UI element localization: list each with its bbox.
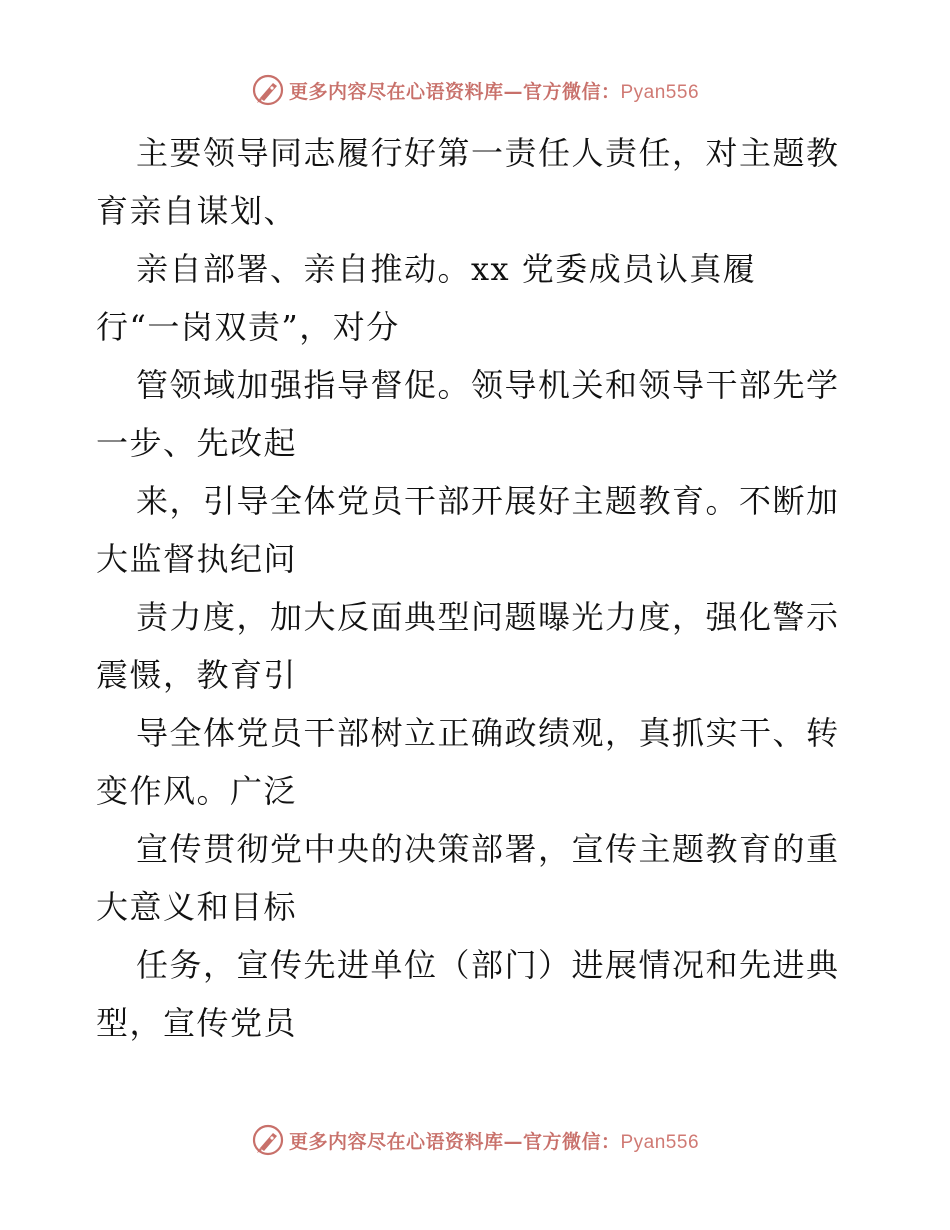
body-line: 责力度，加大反面典型问题曝光力度，强化警示 <box>136 598 840 636</box>
fountain-pen-logo-icon <box>251 73 285 107</box>
header-banner <box>0 70 950 110</box>
header-wechat-id: Pyan556 <box>620 81 700 103</box>
body-line: 主要领导同志履行好第一责任人责任，对主题教 <box>136 134 840 172</box>
body-line: 宣传贯彻党中央的决策部署，宣传主题教育的重 <box>136 830 840 868</box>
body-line: 型，宣传党员 <box>96 1004 298 1042</box>
body-line: 变作风。广泛 <box>96 772 298 810</box>
fountain-pen-logo-icon <box>251 1123 285 1157</box>
body-line: 行“一岗双责”，对分 <box>96 308 400 346</box>
body-line: 来，引导全体党员干部开展好主题教育。不断加 <box>136 482 840 520</box>
document-body <box>96 124 856 1052</box>
footer-banner-label: 更多内容尽在心语资料库—官方微信： <box>288 1130 621 1153</box>
header-banner-text <box>289 77 699 104</box>
body-line: 导全体党员干部树立正确政绩观，真抓实干、转 <box>136 714 840 752</box>
body-line: 育亲自谋划、 <box>96 192 298 230</box>
footer-banner <box>0 1120 950 1160</box>
body-line: 震慑，教育引 <box>96 656 298 694</box>
body-line: 任务，宣传先进单位（部门）进展情况和先进典 <box>136 946 840 984</box>
body-line: 大监督执纪问 <box>96 540 298 578</box>
body-line: 亲自部署、亲自推动。xx 党委成员认真履 <box>136 250 757 288</box>
body-line: 一步、先改起 <box>96 424 298 462</box>
body-line: 大意义和目标 <box>96 888 298 926</box>
header-banner-label: 更多内容尽在心语资料库—官方微信： <box>288 80 621 103</box>
footer-banner-text <box>289 1127 699 1154</box>
body-line: 管领域加强指导督促。领导机关和领导干部先学 <box>136 366 840 404</box>
footer-wechat-id: Pyan556 <box>620 1131 700 1153</box>
